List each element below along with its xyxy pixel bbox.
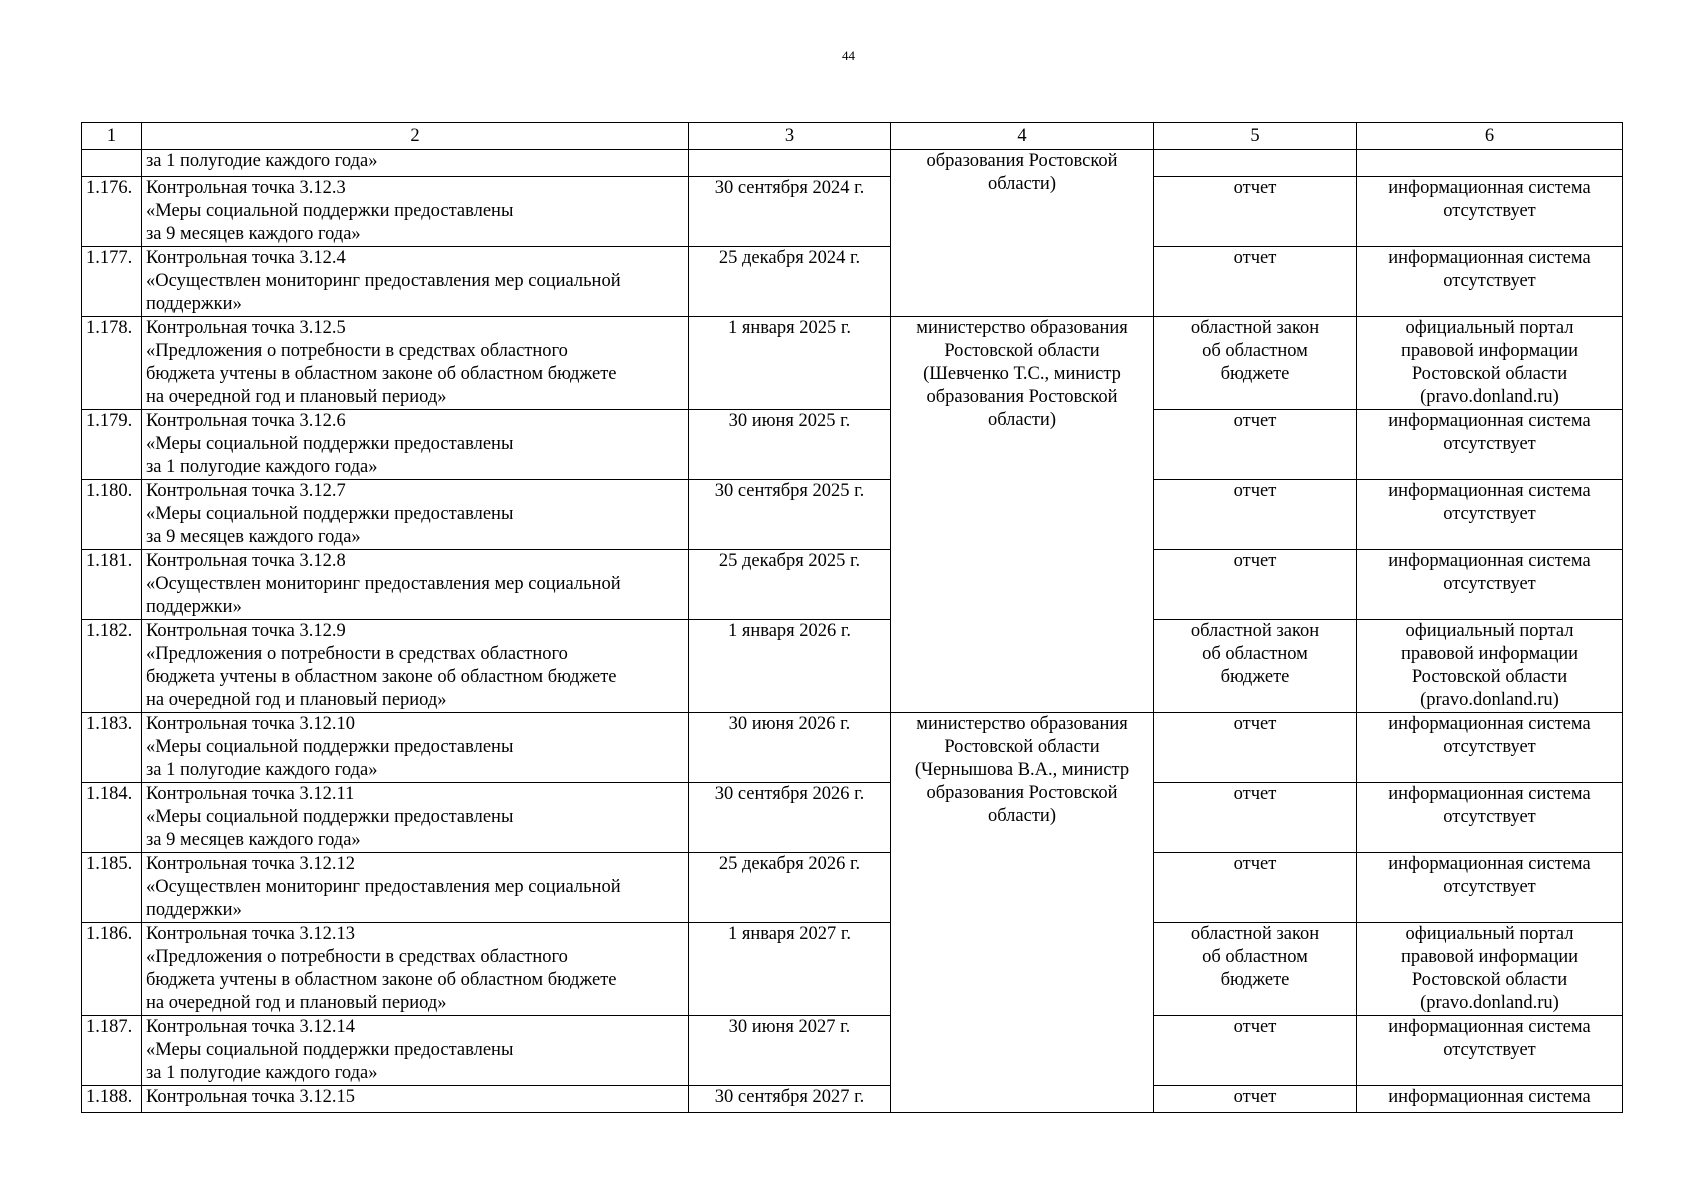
date-cell: 1 января 2027 г. bbox=[689, 923, 891, 1016]
table-row bbox=[82, 177, 1623, 247]
document-line: отчет bbox=[1233, 1017, 1277, 1037]
description-line: Контрольная точка 3.12.5 bbox=[146, 318, 346, 338]
description-cell bbox=[142, 923, 689, 1016]
system-line: отсутствует bbox=[1443, 737, 1536, 757]
document-cell bbox=[1154, 247, 1357, 317]
col-header: 5 bbox=[1154, 123, 1357, 150]
document-line: областной закон bbox=[1190, 621, 1320, 641]
description-line: Контрольная точка 3.12.8 bbox=[146, 551, 346, 571]
description-line: за 1 полугодие каждого года» bbox=[146, 760, 378, 780]
responsible-line: Ростовской области bbox=[944, 737, 1100, 757]
responsible-line: (Чернышова В.А., министр bbox=[914, 760, 1130, 780]
description-line: «Меры социальной поддержки предоставлены bbox=[146, 504, 514, 524]
system-cell bbox=[1357, 923, 1623, 1016]
date-cell: 25 декабря 2026 г. bbox=[689, 853, 891, 923]
description-line: Контрольная точка 3.12.11 bbox=[146, 784, 355, 804]
responsible-line: образования Ростовской bbox=[926, 151, 1118, 171]
row-number-cell: 1.179. bbox=[82, 410, 142, 480]
description-cell bbox=[142, 410, 689, 480]
system-line: официальный портал bbox=[1405, 924, 1574, 944]
description-line: поддержки» bbox=[146, 597, 242, 617]
table-row bbox=[82, 410, 1623, 480]
document-line: отчет bbox=[1233, 178, 1277, 198]
system-line: отсутствует bbox=[1443, 1040, 1536, 1060]
description-line: Контрольная точка 3.12.6 bbox=[146, 411, 346, 431]
description-line: бюджета учтены в областном законе об областном бюджете bbox=[146, 364, 617, 384]
row-number-cell: 1.185. bbox=[82, 853, 142, 923]
row-number-cell: 1.187. bbox=[82, 1016, 142, 1086]
document-line: об областном bbox=[1202, 947, 1308, 967]
description-line: «Меры социальной поддержки предоставлены bbox=[146, 807, 514, 827]
description-line: за 9 месяцев каждого года» bbox=[146, 527, 361, 547]
table-row bbox=[82, 480, 1623, 550]
table-row bbox=[82, 853, 1623, 923]
table-row bbox=[82, 783, 1623, 853]
description-line: за 1 полугодие каждого года» bbox=[146, 457, 378, 477]
row-number-cell: 1.178. bbox=[82, 317, 142, 410]
system-line: официальный портал bbox=[1405, 621, 1574, 641]
table-row bbox=[82, 923, 1623, 1016]
document-cell bbox=[1154, 1016, 1357, 1086]
description-line: «Осуществлен мониторинг предоставления мер социальной bbox=[146, 877, 621, 897]
document-line: отчет bbox=[1233, 551, 1277, 571]
description-line: «Предложения о потребности в средствах областного bbox=[146, 341, 568, 361]
document-cell bbox=[1154, 853, 1357, 923]
description-line: «Меры социальной поддержки предоставлены bbox=[146, 201, 514, 221]
responsible-line: области) bbox=[987, 410, 1056, 430]
row-number-cell: 1.176. bbox=[82, 177, 142, 247]
description-cell bbox=[142, 1016, 689, 1086]
description-line: бюджета учтены в областном законе об областном бюджете bbox=[146, 970, 617, 990]
system-line: отсутствует bbox=[1443, 877, 1536, 897]
system-cell bbox=[1357, 853, 1623, 923]
responsible-line: области) bbox=[987, 806, 1056, 826]
description-line: на очередной год и плановый период» bbox=[146, 690, 447, 710]
system-line: информационная система bbox=[1388, 784, 1591, 804]
date-cell: 25 декабря 2025 г. bbox=[689, 550, 891, 620]
system-line: отсутствует bbox=[1443, 434, 1536, 454]
system-line: официальный портал bbox=[1405, 318, 1574, 338]
document-line: отчет bbox=[1233, 854, 1277, 874]
system-cell bbox=[1357, 150, 1623, 177]
document-cell bbox=[1154, 150, 1357, 177]
document-cell bbox=[1154, 783, 1357, 853]
system-line: информационная система bbox=[1388, 411, 1591, 431]
document-line: областной закон bbox=[1190, 924, 1320, 944]
document-cell bbox=[1154, 923, 1357, 1016]
description-line: «Предложения о потребности в средствах областного bbox=[146, 947, 568, 967]
description-cell bbox=[142, 177, 689, 247]
description-line: Контрольная точка 3.12.7 bbox=[146, 481, 346, 501]
system-cell bbox=[1357, 1086, 1623, 1113]
document-cell bbox=[1154, 177, 1357, 247]
responsible-line: Ростовской области bbox=[944, 341, 1100, 361]
system-line: (pravo.donland.ru) bbox=[1420, 690, 1559, 710]
description-line: бюджета учтены в областном законе об областном бюджете bbox=[146, 667, 617, 687]
description-line: Контрольная точка 3.12.4 bbox=[146, 248, 346, 268]
system-line: отсутствует bbox=[1443, 504, 1536, 524]
description-cell bbox=[142, 1086, 689, 1113]
date-cell: 30 июня 2025 г. bbox=[689, 410, 891, 480]
description-cell bbox=[142, 550, 689, 620]
row-number-cell: 1.177. bbox=[82, 247, 142, 317]
system-cell bbox=[1357, 1016, 1623, 1086]
document-cell bbox=[1154, 550, 1357, 620]
responsible-cell bbox=[891, 317, 1154, 713]
system-cell bbox=[1357, 410, 1623, 480]
document-line: отчет bbox=[1233, 714, 1277, 734]
description-line: на очередной год и плановый период» bbox=[146, 387, 447, 407]
system-cell bbox=[1357, 713, 1623, 783]
document-line: бюджете bbox=[1220, 364, 1290, 384]
date-cell: 30 июня 2027 г. bbox=[689, 1016, 891, 1086]
table-row bbox=[82, 247, 1623, 317]
row-number-cell: 1.183. bbox=[82, 713, 142, 783]
date-cell: 1 января 2026 г. bbox=[689, 620, 891, 713]
system-cell bbox=[1357, 247, 1623, 317]
system-line: (pravo.donland.ru) bbox=[1420, 387, 1559, 407]
responsible-line: области) bbox=[987, 174, 1056, 194]
date-cell: 1 января 2025 г. bbox=[689, 317, 891, 410]
responsible-line: образования Ростовской bbox=[926, 387, 1118, 407]
document-line: бюджете bbox=[1220, 667, 1290, 687]
date-cell: 30 сентября 2026 г. bbox=[689, 783, 891, 853]
system-line: правовой информации bbox=[1400, 341, 1579, 361]
description-cell bbox=[142, 317, 689, 410]
description-line: Контрольная точка 3.12.14 bbox=[146, 1017, 356, 1037]
document-cell bbox=[1154, 713, 1357, 783]
date-cell: 30 сентября 2024 г. bbox=[689, 177, 891, 247]
document-cell bbox=[1154, 480, 1357, 550]
table-row bbox=[82, 550, 1623, 620]
header-row bbox=[82, 123, 1623, 150]
description-cell bbox=[142, 620, 689, 713]
document-line: отчет bbox=[1233, 481, 1277, 501]
description-line: Контрольная точка 3.12.3 bbox=[146, 178, 346, 198]
row-number-cell: 1.188. bbox=[82, 1086, 142, 1113]
document-line: об областном bbox=[1202, 644, 1308, 664]
system-cell bbox=[1357, 550, 1623, 620]
system-line: информационная система bbox=[1388, 714, 1591, 734]
description-line: за 9 месяцев каждого года» bbox=[146, 224, 361, 244]
system-cell bbox=[1357, 317, 1623, 410]
table-row bbox=[82, 317, 1623, 410]
description-cell bbox=[142, 783, 689, 853]
system-line: отсутствует bbox=[1443, 271, 1536, 291]
description-line: за 1 полугодие каждого года» bbox=[146, 1063, 378, 1083]
responsible-line: министерство образования bbox=[916, 714, 1128, 734]
description-line: «Меры социальной поддержки предоставлены bbox=[146, 1040, 514, 1060]
system-line: информационная система bbox=[1388, 248, 1591, 268]
col-header: 1 bbox=[82, 123, 142, 150]
table-row bbox=[82, 1086, 1623, 1113]
row-number-cell: 1.186. bbox=[82, 923, 142, 1016]
system-line: (pravo.donland.ru) bbox=[1420, 993, 1559, 1013]
description-line: за 1 полугодие каждого года» bbox=[146, 151, 378, 171]
responsible-cell bbox=[891, 713, 1154, 1113]
responsible-line: министерство образования bbox=[916, 318, 1128, 338]
document-cell bbox=[1154, 620, 1357, 713]
table-row bbox=[82, 150, 1623, 177]
col-header: 6 bbox=[1357, 123, 1623, 150]
document-line: отчет bbox=[1233, 1087, 1277, 1107]
table-row bbox=[82, 620, 1623, 713]
system-cell bbox=[1357, 783, 1623, 853]
system-cell bbox=[1357, 620, 1623, 713]
description-line: на очередной год и плановый период» bbox=[146, 993, 447, 1013]
description-line: «Осуществлен мониторинг предоставления мер социальной bbox=[146, 271, 621, 291]
control-points-table bbox=[81, 122, 1623, 1113]
description-line: «Меры социальной поддержки предоставлены bbox=[146, 737, 514, 757]
system-line: Ростовской области bbox=[1411, 970, 1568, 990]
description-line: «Меры социальной поддержки предоставлены bbox=[146, 434, 514, 454]
description-cell bbox=[142, 713, 689, 783]
description-line: Контрольная точка 3.12.15 bbox=[146, 1087, 356, 1107]
date-cell: 30 сентября 2027 г. bbox=[689, 1086, 891, 1113]
row-number-cell: 1.180. bbox=[82, 480, 142, 550]
system-line: правовой информации bbox=[1400, 644, 1579, 664]
description-line: Контрольная точка 3.12.9 bbox=[146, 621, 346, 641]
document-line: отчет bbox=[1233, 411, 1277, 431]
document-line: отчет bbox=[1233, 784, 1277, 804]
col-header: 2 bbox=[142, 123, 689, 150]
responsible-cell bbox=[891, 150, 1154, 317]
responsible-line: образования Ростовской bbox=[926, 783, 1118, 803]
system-line: информационная система bbox=[1388, 1087, 1591, 1107]
description-line: «Предложения о потребности в средствах областного bbox=[146, 644, 568, 664]
col-header: 3 bbox=[689, 123, 891, 150]
system-cell bbox=[1357, 177, 1623, 247]
row-number-cell: 1.181. bbox=[82, 550, 142, 620]
description-line: за 9 месяцев каждого года» bbox=[146, 830, 361, 850]
system-line: Ростовской области bbox=[1411, 364, 1568, 384]
responsible-line: (Шевченко Т.С., министр bbox=[923, 364, 1121, 384]
date-cell: 30 сентября 2025 г. bbox=[689, 480, 891, 550]
document-line: областной закон bbox=[1190, 318, 1320, 338]
description-cell bbox=[142, 853, 689, 923]
description-cell bbox=[142, 480, 689, 550]
system-line: информационная система bbox=[1388, 1017, 1591, 1037]
system-line: Ростовской области bbox=[1411, 667, 1568, 687]
row-number-cell bbox=[82, 150, 142, 177]
system-line: правовой информации bbox=[1400, 947, 1579, 967]
description-line: поддержки» bbox=[146, 900, 242, 920]
document-cell bbox=[1154, 317, 1357, 410]
document-line: отчет bbox=[1233, 248, 1277, 268]
description-cell bbox=[142, 247, 689, 317]
description-line: Контрольная точка 3.12.12 bbox=[146, 854, 356, 874]
document-line: об областном bbox=[1202, 341, 1308, 361]
table-row bbox=[82, 1016, 1623, 1086]
row-number-cell: 1.182. bbox=[82, 620, 142, 713]
system-line: отсутствует bbox=[1443, 201, 1536, 221]
description-line: «Осуществлен мониторинг предоставления мер социальной bbox=[146, 574, 621, 594]
system-line: информационная система bbox=[1388, 854, 1591, 874]
document-cell bbox=[1154, 410, 1357, 480]
description-line: Контрольная точка 3.12.13 bbox=[146, 924, 356, 944]
system-line: информационная система bbox=[1388, 551, 1591, 571]
date-cell: 30 июня 2026 г. bbox=[689, 713, 891, 783]
row-number-cell: 1.184. bbox=[82, 783, 142, 853]
date-cell: 25 декабря 2024 г. bbox=[689, 247, 891, 317]
system-line: отсутствует bbox=[1443, 574, 1536, 594]
page-number: 44 bbox=[842, 48, 855, 63]
table-row bbox=[82, 713, 1623, 783]
date-cell bbox=[689, 150, 891, 177]
system-line: информационная система bbox=[1388, 178, 1591, 198]
system-line: информационная система bbox=[1388, 481, 1591, 501]
document-line: бюджете bbox=[1220, 970, 1290, 990]
description-line: Контрольная точка 3.12.10 bbox=[146, 714, 356, 734]
system-cell bbox=[1357, 480, 1623, 550]
col-header: 4 bbox=[891, 123, 1154, 150]
description-line: поддержки» bbox=[146, 294, 242, 314]
document-cell bbox=[1154, 1086, 1357, 1113]
description-cell bbox=[142, 150, 689, 177]
system-line: отсутствует bbox=[1443, 807, 1536, 827]
